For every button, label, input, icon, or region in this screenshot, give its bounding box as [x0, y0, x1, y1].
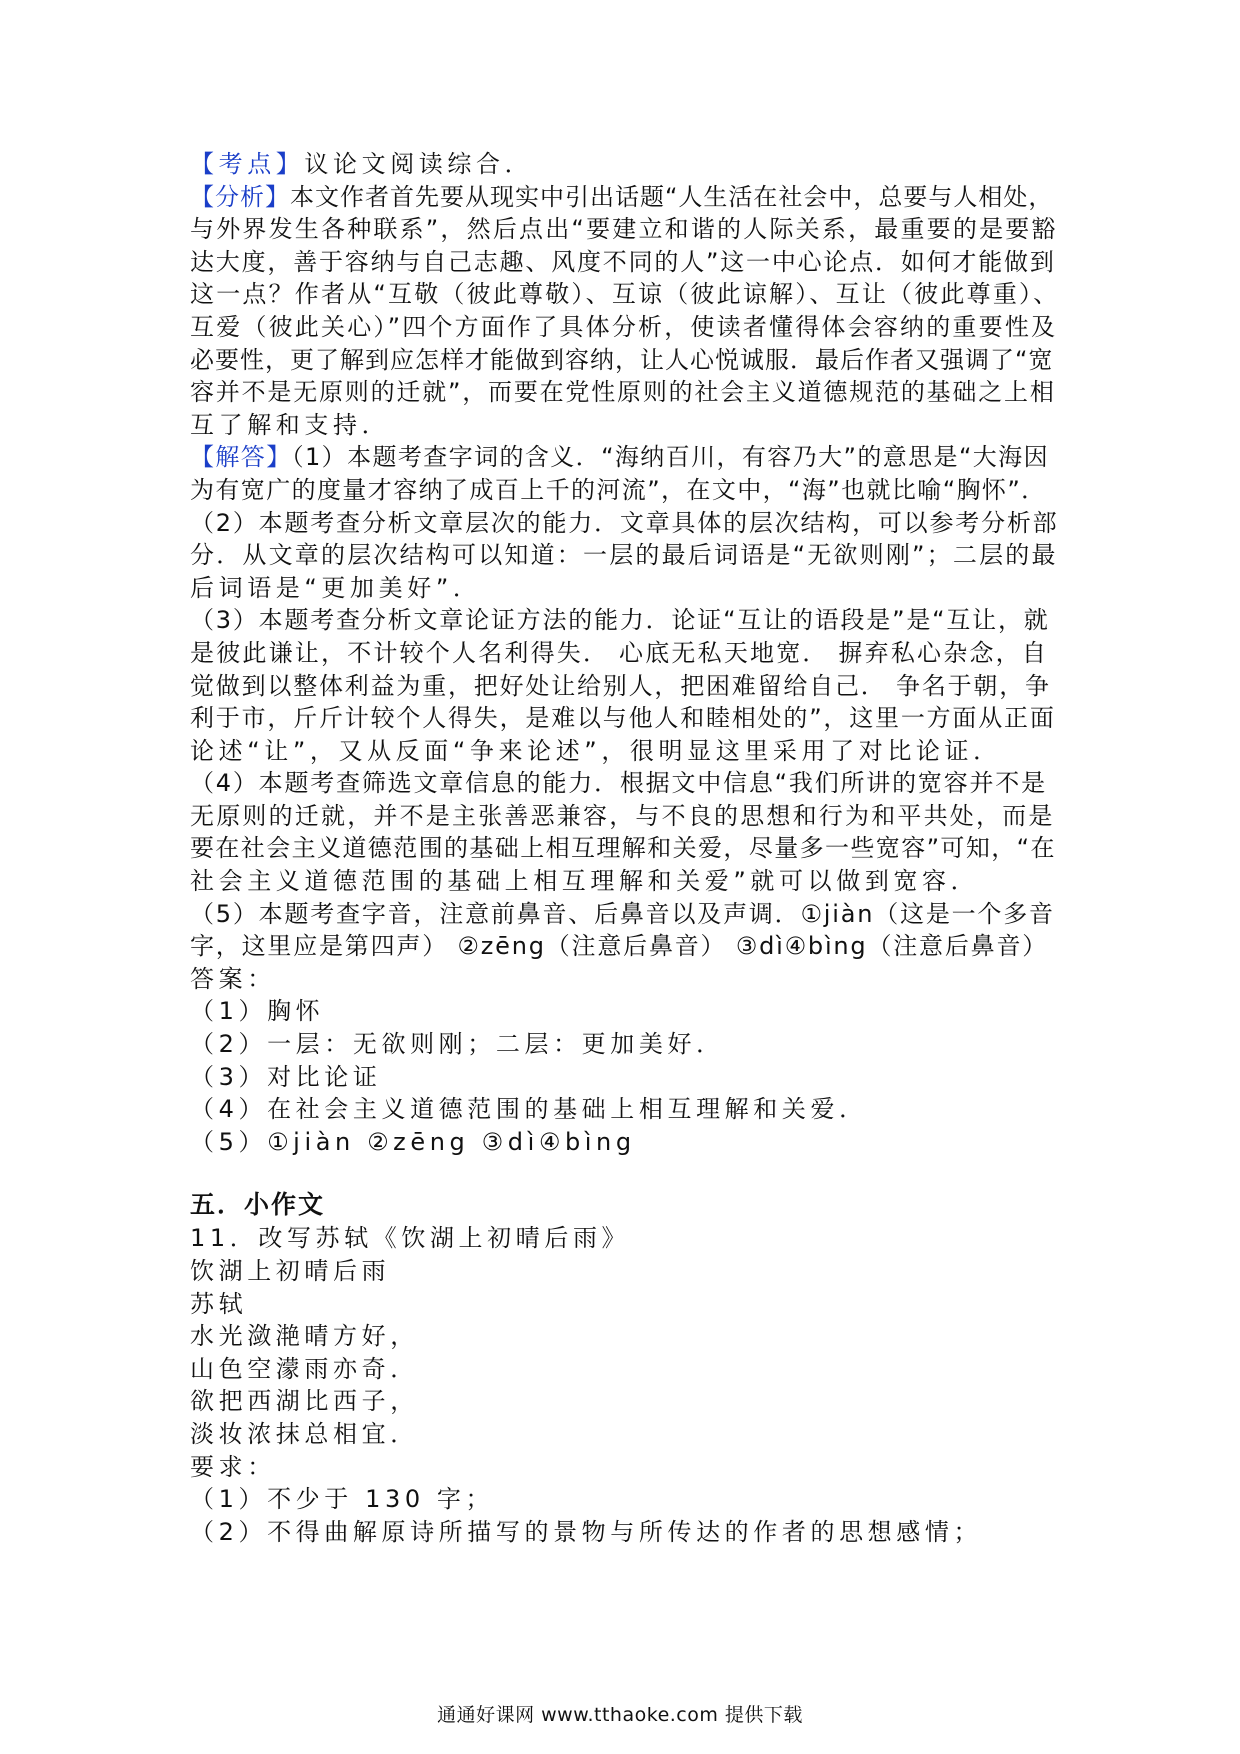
poem-line: 欲把西湖比西子， [190, 1387, 419, 1416]
fenxi-line: 互爱（彼此关心）”四个方面作了具体分析，使读者懂得体会容纳的重要性及 [190, 312, 1058, 341]
jieda-line [190, 441, 1060, 474]
jieda-line: 利于市，斤斤计较个人得失，是难以与他人和睦相处的”，这里一方面从正面 [190, 704, 1056, 733]
fenxi-line: 容并不是无原则的迁就”，而要在党性原则的社会主义道德规范的基础之上相 [190, 378, 1056, 407]
requirement-item: （1）不少于 130 字； [190, 1485, 495, 1514]
fenxi-line: 必要性，更了解到应怎样才能做到容纳，让人心悦诚服．最后作者又强调了“宽 [190, 345, 1054, 374]
jieda-line: 觉做到以整体利益为重，把好处让给别人，把困难留给自己． 争名于朝，争 [190, 671, 1051, 700]
answer-item: （3）对比论证 [190, 1062, 382, 1091]
jieda-line: 字，这里应是第四声） ②zēng（注意后鼻音） ③dì④bìng（注意后鼻音） [190, 932, 1049, 961]
page-footer: 通通好课网 www.tthaoke.com 提供下载 [437, 1704, 803, 1726]
answer-heading: 答案： [190, 964, 276, 993]
fenxi-tag: 【分析】 [190, 182, 290, 211]
poem-title: 饮湖上初晴后雨 [190, 1257, 391, 1285]
jieda-line: 后词语是“更加美好”． [190, 573, 482, 602]
poem-author: 苏轼 [190, 1289, 248, 1318]
fenxi-line: 互了解和支持． [190, 410, 391, 439]
requirements-heading: 要求： [190, 1452, 276, 1481]
jieda-tag: 【解答】 [190, 443, 292, 472]
jieda-line: 是彼此谦让，不计较个人名利得失． 心底无私天地宽． 摒弃私心杂念，自 [190, 638, 1049, 667]
kaodian-tag: 【考点】 [190, 150, 305, 178]
answer-item: （5）①jiàn ②zēng ③dì④bìng [190, 1127, 636, 1156]
fenxi-line [190, 181, 1060, 214]
jieda-line: 论述“让”，又从反面“争来论述”，很明显这里采用了对比论证． [190, 736, 1002, 765]
fenxi-text: 本文作者首先要从现实中引出话题“人生活在社会中，总要与人相处， [290, 182, 1054, 211]
jieda-line: 无原则的迁就，并不是主张善恶兼容，与不良的思想和行为和平共处，而是 [190, 801, 1055, 830]
section-gap [190, 1158, 1060, 1188]
jieda-line: 社会主义道德范围的基础上相互理解和关爱”就可以做到宽容． [190, 867, 980, 896]
requirement-item: （2）不得曲解原诗所描写的景物与所传达的作者的思想感情； [190, 1517, 983, 1546]
document-body [190, 148, 1060, 1548]
answer-item: （4）在社会主义道德范围的基础上相互理解和关爱． [190, 1095, 868, 1124]
jieda-line: （3）本题考查分析文章论证方法的能力．论证“互让的语段是”是“互让，就 [190, 606, 1050, 635]
section-title: 五．小作文 [190, 1190, 326, 1220]
jieda-line: 分．从文章的层次结构可以知道：一层的最后词语是“无欲则刚”；二层的最 [190, 541, 1058, 570]
jieda-line: （4）本题考查筛选文章信息的能力．根据文中信息“我们所讲的宽容并不是 [190, 769, 1047, 798]
kaodian-line [190, 148, 1060, 181]
answer-item: （2）一层：无欲则刚；二层：更加美好． [190, 1030, 725, 1059]
jieda-text: （1）本题考查字词的含义．“海纳百川，有容乃大”的意思是“大海因 [291, 443, 1049, 472]
jieda-line: （5）本题考查字音，注意前鼻音、后鼻音以及声调．①jiàn（这是一个多音 [190, 899, 1055, 928]
fenxi-line: 与外界发生各种联系”，然后点出“要建立和谐的人际关系，最重要的是要豁 [190, 215, 1058, 244]
answer-item: （1）胸怀 [190, 997, 325, 1026]
kaodian-text: 议论文阅读综合． [304, 150, 534, 178]
fenxi-line: 这一点？作者从“互敬（彼此尊敬）、互谅（彼此谅解）、互让（彼此尊重）、 [190, 280, 1060, 309]
jieda-line: 要在社会主义道德范围的基础上相互理解和关爱，尽量多一些宽容”可知，“在 [190, 834, 1056, 863]
poem-line: 水光潋滟晴方好， [190, 1322, 419, 1351]
jieda-line: 为有宽广的度量才容纳了成百上千的河流”，在文中，“海”也就比喻“胸怀”． [190, 475, 1047, 504]
poem-line: 山色空濛雨亦奇． [190, 1354, 419, 1383]
poem-line: 淡妆浓抹总相宜． [190, 1419, 419, 1448]
jieda-line: （2）本题考查分析文章层次的能力．文章具体的层次结构，可以参考分析部 [190, 508, 1059, 537]
question-line: 11．改写苏轼《饮湖上初晴后雨》 [190, 1224, 631, 1253]
fenxi-line: 达大度，善于容纳与自己志趣、风度不同的人”这一中心论点．如何才能做到 [190, 247, 1056, 276]
